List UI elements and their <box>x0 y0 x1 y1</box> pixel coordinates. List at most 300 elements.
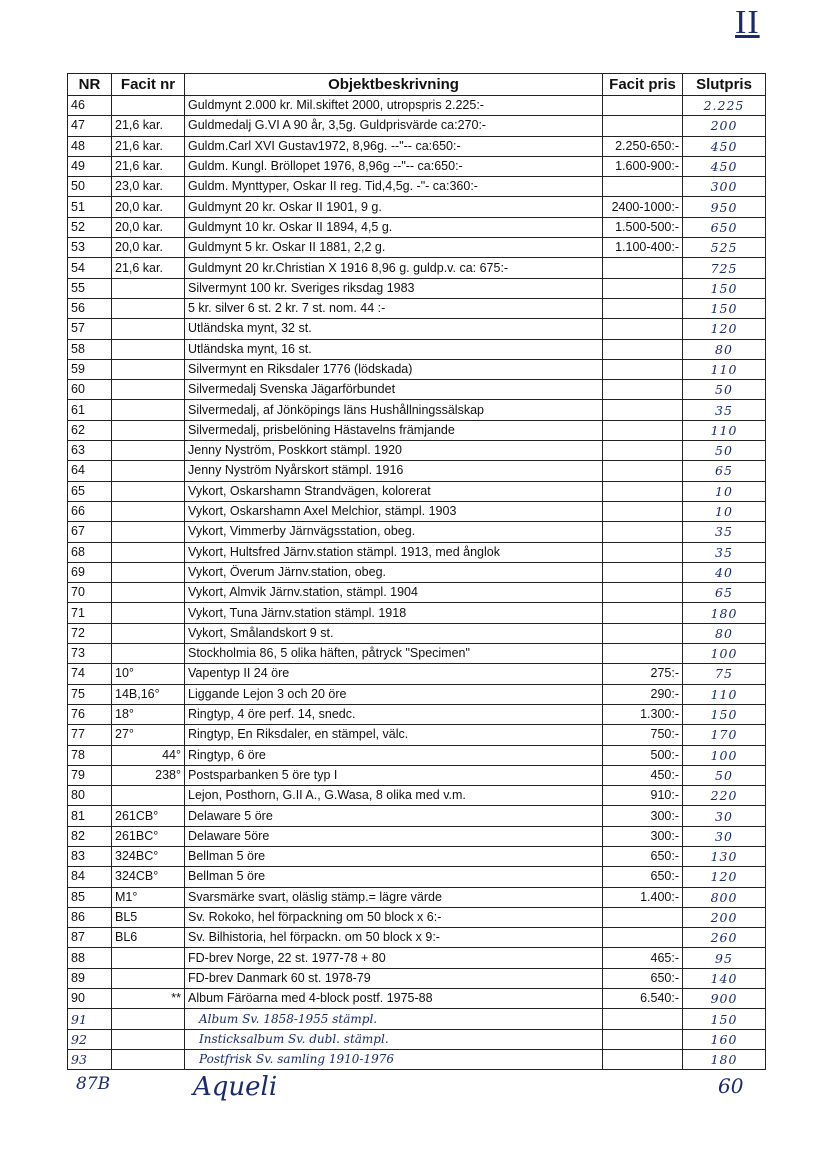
table-row <box>68 177 766 197</box>
table-row <box>68 745 766 765</box>
cell-facit-pris <box>603 1029 683 1049</box>
table-row <box>68 928 766 948</box>
cell-facit-pris <box>603 522 683 542</box>
cell-description: Insticksalbum Sv. dubl. stämpl. <box>185 1029 603 1049</box>
cell-description: Guldm.Carl XVI Gustav1972, 8,96g. --"-- ca:650:- <box>185 136 603 156</box>
table-row <box>68 786 766 806</box>
cell-facit-nr: M1° <box>112 887 185 907</box>
cell-facit-nr <box>112 1049 185 1069</box>
cell-facit-pris <box>603 177 683 197</box>
cell-facit-pris <box>603 583 683 603</box>
cell-facit-nr: ** <box>112 989 185 1009</box>
cell-nr: 89 <box>68 968 112 988</box>
cell-slutpris: 200 <box>683 907 766 927</box>
cell-slutpris: 10 <box>683 501 766 521</box>
cell-description: Vykort, Oskarshamn Strandvägen, kolorerat <box>185 481 603 501</box>
cell-facit-pris <box>603 359 683 379</box>
cell-description: Utländska mynt, 32 st. <box>185 319 603 339</box>
table-row <box>68 664 766 684</box>
cell-facit-nr <box>112 786 185 806</box>
table-row <box>68 704 766 724</box>
table-row <box>68 684 766 704</box>
cell-slutpris: 35 <box>683 400 766 420</box>
cell-facit-pris: 300:- <box>603 826 683 846</box>
cell-description: Jenny Nyström, Poskkort stämpl. 1920 <box>185 441 603 461</box>
cell-nr: 47 <box>68 116 112 136</box>
table-row <box>68 298 766 318</box>
cell-nr: 49 <box>68 156 112 176</box>
cell-description: Guldmynt 20 kr. Oskar II 1901, 9 g. <box>185 197 603 217</box>
cell-facit-pris: 750:- <box>603 725 683 745</box>
cell-facit-pris <box>603 380 683 400</box>
cell-slutpris: 65 <box>683 461 766 481</box>
cell-nr: 64 <box>68 461 112 481</box>
cell-slutpris: 950 <box>683 197 766 217</box>
table-row <box>68 867 766 887</box>
cell-slutpris: 130 <box>683 846 766 866</box>
table-row <box>68 623 766 643</box>
header-facit-pris: Facit pris <box>603 74 683 96</box>
cell-facit-nr <box>112 298 185 318</box>
table-row <box>68 197 766 217</box>
cell-slutpris: 50 <box>683 441 766 461</box>
cell-description: Guldm. Kungl. Bröllopet 1976, 8,96g --"-- ca:650:- <box>185 156 603 176</box>
table-row <box>68 481 766 501</box>
cell-slutpris: 170 <box>683 725 766 745</box>
cell-slutpris: 160 <box>683 1029 766 1049</box>
table-row <box>68 522 766 542</box>
table-row <box>68 989 766 1009</box>
cell-description: Sv. Rokoko, hel förpackning om 50 block x 6:- <box>185 907 603 927</box>
table-row <box>68 217 766 237</box>
cell-facit-pris: 1.300:- <box>603 704 683 724</box>
cell-description: Silvermedalj, af Jönköpings läns Hushållningssälskap <box>185 400 603 420</box>
cell-facit-nr <box>112 644 185 664</box>
header-row <box>68 74 766 96</box>
cell-facit-pris <box>603 278 683 298</box>
cell-nr: 76 <box>68 704 112 724</box>
cell-facit-nr: 21,6 kar. <box>112 258 185 278</box>
cell-facit-pris <box>603 116 683 136</box>
table-row <box>68 583 766 603</box>
table-row <box>68 1049 766 1069</box>
cell-nr: 88 <box>68 948 112 968</box>
cell-nr: 70 <box>68 583 112 603</box>
cell-nr: 72 <box>68 623 112 643</box>
table-row <box>68 907 766 927</box>
cell-facit-nr <box>112 96 185 116</box>
cell-facit-nr: 44° <box>112 745 185 765</box>
cell-facit-nr <box>112 542 185 562</box>
cell-nr: 82 <box>68 826 112 846</box>
cell-nr: 66 <box>68 501 112 521</box>
cell-nr: 51 <box>68 197 112 217</box>
cell-description: Silvermynt 100 kr. Sveriges riksdag 1983 <box>185 278 603 298</box>
cell-nr: 84 <box>68 867 112 887</box>
cell-slutpris: 450 <box>683 156 766 176</box>
cell-facit-nr <box>112 319 185 339</box>
table-row <box>68 96 766 116</box>
cell-slutpris: 10 <box>683 481 766 501</box>
cell-slutpris: 30 <box>683 806 766 826</box>
cell-slutpris: 525 <box>683 238 766 258</box>
cell-facit-pris: 1.600-900:- <box>603 156 683 176</box>
table-row <box>68 1029 766 1049</box>
cell-nr: 57 <box>68 319 112 339</box>
cell-facit-pris <box>603 298 683 318</box>
cell-facit-nr: 324CB° <box>112 867 185 887</box>
cell-nr: 79 <box>68 765 112 785</box>
cell-description: Jenny Nyström Nyårskort stämpl. 1916 <box>185 461 603 481</box>
cell-slutpris: 450 <box>683 136 766 156</box>
cell-facit-pris <box>603 400 683 420</box>
cell-facit-nr <box>112 603 185 623</box>
header-nr: NR <box>68 74 112 96</box>
cell-facit-nr <box>112 948 185 968</box>
cell-facit-nr <box>112 1029 185 1049</box>
cell-facit-nr: 20,0 kar. <box>112 238 185 258</box>
header-objektbeskrivning: Objektbeskrivning <box>185 74 603 96</box>
cell-description: Ringtyp, En Riksdaler, en stämpel, välc. <box>185 725 603 745</box>
table-row <box>68 420 766 440</box>
table-row <box>68 278 766 298</box>
cell-nr: 93 <box>68 1049 112 1069</box>
cell-description: Vykort, Almvik Järnv.station, stämpl. 1904 <box>185 583 603 603</box>
footer-note-center: Aqueli <box>193 1072 278 1102</box>
cell-nr: 85 <box>68 887 112 907</box>
cell-slutpris: 180 <box>683 1049 766 1069</box>
cell-slutpris: 200 <box>683 116 766 136</box>
cell-description: 5 kr. silver 6 st. 2 kr. 7 st. nom. 44 :- <box>185 298 603 318</box>
cell-facit-nr: 238° <box>112 765 185 785</box>
cell-description: Vykort, Vimmerby Järnvägsstation, obeg. <box>185 522 603 542</box>
cell-slutpris: 725 <box>683 258 766 278</box>
cell-slutpris: 80 <box>683 339 766 359</box>
cell-description: Silvermedalj Svenska Jägarförbundet <box>185 380 603 400</box>
cell-description: Postfrisk Sv. samling 1910-1976 <box>185 1049 603 1069</box>
cell-nr: 52 <box>68 217 112 237</box>
cell-facit-nr: 18° <box>112 704 185 724</box>
cell-facit-pris: 6.540:- <box>603 989 683 1009</box>
cell-nr: 61 <box>68 400 112 420</box>
cell-facit-pris <box>603 1049 683 1069</box>
cell-description: Guldmynt 2.000 kr. Mil.skiftet 2000, utropspris 2.225:- <box>185 96 603 116</box>
cell-facit-pris: 1.500-500:- <box>603 217 683 237</box>
cell-nr: 59 <box>68 359 112 379</box>
cell-facit-nr <box>112 359 185 379</box>
cell-slutpris: 110 <box>683 420 766 440</box>
table-row <box>68 441 766 461</box>
cell-nr: 62 <box>68 420 112 440</box>
cell-slutpris: 150 <box>683 298 766 318</box>
cell-facit-pris <box>603 928 683 948</box>
cell-nr: 63 <box>68 441 112 461</box>
cell-description: FD-brev Danmark 60 st. 1978-79 <box>185 968 603 988</box>
cell-slutpris: 800 <box>683 887 766 907</box>
cell-slutpris: 50 <box>683 380 766 400</box>
cell-facit-pris: 500:- <box>603 745 683 765</box>
cell-facit-pris: 650:- <box>603 968 683 988</box>
cell-facit-pris <box>603 644 683 664</box>
cell-facit-nr <box>112 278 185 298</box>
cell-facit-pris: 1.400:- <box>603 887 683 907</box>
cell-facit-pris <box>603 481 683 501</box>
cell-slutpris: 65 <box>683 583 766 603</box>
cell-facit-pris <box>603 258 683 278</box>
cell-slutpris: 120 <box>683 319 766 339</box>
cell-facit-nr <box>112 339 185 359</box>
table-row <box>68 501 766 521</box>
table-row <box>68 542 766 562</box>
cell-slutpris: 30 <box>683 826 766 846</box>
cell-facit-nr: 21,6 kar. <box>112 136 185 156</box>
cell-facit-nr: 20,0 kar. <box>112 217 185 237</box>
cell-nr: 91 <box>68 1009 112 1029</box>
cell-facit-nr: 23,0 kar. <box>112 177 185 197</box>
table-row <box>68 319 766 339</box>
cell-description: Utländska mynt, 16 st. <box>185 339 603 359</box>
cell-facit-pris: 2.250-650:- <box>603 136 683 156</box>
cell-slutpris: 140 <box>683 968 766 988</box>
cell-slutpris: 220 <box>683 786 766 806</box>
cell-description: Stockholmia 86, 5 olika häften, påtryck "Specimen" <box>185 644 603 664</box>
table-row <box>68 116 766 136</box>
cell-slutpris: 300 <box>683 177 766 197</box>
table-row <box>68 400 766 420</box>
cell-nr: 78 <box>68 745 112 765</box>
cell-facit-nr <box>112 380 185 400</box>
cell-slutpris: 95 <box>683 948 766 968</box>
cell-nr: 54 <box>68 258 112 278</box>
table-row <box>68 1009 766 1029</box>
footer-note-left: 87B <box>76 1074 111 1094</box>
cell-facit-pris <box>603 441 683 461</box>
cell-nr: 65 <box>68 481 112 501</box>
cell-facit-nr: 261CB° <box>112 806 185 826</box>
cell-nr: 69 <box>68 562 112 582</box>
footer-note-right: 60 <box>718 1074 744 1098</box>
cell-nr: 53 <box>68 238 112 258</box>
cell-nr: 58 <box>68 339 112 359</box>
cell-facit-pris: 300:- <box>603 806 683 826</box>
cell-description: Bellman 5 öre <box>185 846 603 866</box>
table-row <box>68 461 766 481</box>
cell-description: Liggande Lejon 3 och 20 öre <box>185 684 603 704</box>
cell-facit-pris <box>603 1009 683 1029</box>
cell-description: Vapentyp II 24 öre <box>185 664 603 684</box>
cell-facit-nr <box>112 481 185 501</box>
cell-nr: 87 <box>68 928 112 948</box>
cell-slutpris: 80 <box>683 623 766 643</box>
cell-nr: 50 <box>68 177 112 197</box>
table-row <box>68 806 766 826</box>
cell-facit-nr <box>112 522 185 542</box>
cell-facit-pris: 465:- <box>603 948 683 968</box>
cell-slutpris: 50 <box>683 765 766 785</box>
cell-slutpris: 35 <box>683 522 766 542</box>
cell-description: Svarsmärke svart, oläslig stämp.= lägre värde <box>185 887 603 907</box>
cell-slutpris: 260 <box>683 928 766 948</box>
cell-description: Guldm. Mynttyper, Oskar II reg. Tid,4,5g. -"- ca:360:- <box>185 177 603 197</box>
cell-facit-pris: 290:- <box>603 684 683 704</box>
cell-slutpris: 110 <box>683 684 766 704</box>
cell-slutpris: 150 <box>683 278 766 298</box>
cell-description: Silvermynt en Riksdaler 1776 (lödskada) <box>185 359 603 379</box>
cell-description: Ringtyp, 6 öre <box>185 745 603 765</box>
cell-facit-pris <box>603 96 683 116</box>
cell-nr: 73 <box>68 644 112 664</box>
cell-facit-nr: 21,6 kar. <box>112 156 185 176</box>
cell-description: Guldmedalj G.VI A 90 år, 3,5g. Guldprisvärde ca:270:- <box>185 116 603 136</box>
cell-facit-nr <box>112 501 185 521</box>
cell-nr: 56 <box>68 298 112 318</box>
cell-nr: 92 <box>68 1029 112 1049</box>
cell-facit-pris: 650:- <box>603 846 683 866</box>
cell-slutpris: 110 <box>683 359 766 379</box>
cell-slutpris: 180 <box>683 603 766 623</box>
cell-nr: 75 <box>68 684 112 704</box>
table-body <box>68 96 766 1070</box>
cell-facit-nr: 20,0 kar. <box>112 197 185 217</box>
cell-description: Silvermedalj, prisbelöning Hästavelns främjande <box>185 420 603 440</box>
table-row <box>68 603 766 623</box>
cell-nr: 60 <box>68 380 112 400</box>
table-row <box>68 725 766 745</box>
cell-facit-pris <box>603 461 683 481</box>
cell-facit-nr: 324BC° <box>112 846 185 866</box>
cell-facit-nr <box>112 623 185 643</box>
cell-facit-pris: 2400-1000:- <box>603 197 683 217</box>
cell-nr: 48 <box>68 136 112 156</box>
cell-facit-pris <box>603 562 683 582</box>
table-row <box>68 380 766 400</box>
cell-slutpris: 75 <box>683 664 766 684</box>
cell-description: Bellman 5 öre <box>185 867 603 887</box>
cell-slutpris: 900 <box>683 989 766 1009</box>
cell-facit-nr: 10° <box>112 664 185 684</box>
table-row <box>68 968 766 988</box>
cell-slutpris: 35 <box>683 542 766 562</box>
cell-facit-pris: 1.100-400:- <box>603 238 683 258</box>
cell-description: Album Färöarna med 4-block postf. 1975-88 <box>185 989 603 1009</box>
cell-nr: 46 <box>68 96 112 116</box>
cell-nr: 77 <box>68 725 112 745</box>
cell-facit-nr <box>112 441 185 461</box>
cell-facit-nr <box>112 562 185 582</box>
cell-facit-nr: 21,6 kar. <box>112 116 185 136</box>
table-row <box>68 948 766 968</box>
cell-description: Vykort, Hultsfred Järnv.station stämpl. 1913, med ånglok <box>185 542 603 562</box>
table-row <box>68 136 766 156</box>
cell-facit-pris <box>603 542 683 562</box>
cell-nr: 90 <box>68 989 112 1009</box>
cell-nr: 86 <box>68 907 112 927</box>
cell-description: Ringtyp, 4 öre perf. 14, snedc. <box>185 704 603 724</box>
cell-slutpris: 100 <box>683 745 766 765</box>
cell-facit-pris: 650:- <box>603 867 683 887</box>
cell-facit-nr <box>112 1009 185 1029</box>
cell-description: Album Sv. 1858-1955 stämpl. <box>185 1009 603 1029</box>
table-row <box>68 258 766 278</box>
header-facit-nr: Facit nr <box>112 74 185 96</box>
cell-facit-nr <box>112 420 185 440</box>
cell-facit-nr <box>112 968 185 988</box>
cell-facit-pris <box>603 907 683 927</box>
cell-slutpris: 120 <box>683 867 766 887</box>
cell-nr: 55 <box>68 278 112 298</box>
page-number-mark: II <box>735 4 760 41</box>
cell-description: Guldmynt 10 kr. Oskar II 1894, 4,5 g. <box>185 217 603 237</box>
cell-slutpris: 2.225 <box>683 96 766 116</box>
cell-facit-pris <box>603 319 683 339</box>
cell-facit-pris: 910:- <box>603 786 683 806</box>
cell-slutpris: 100 <box>683 644 766 664</box>
cell-description: Guldmynt 5 kr. Oskar II 1881, 2,2 g. <box>185 238 603 258</box>
table-row <box>68 887 766 907</box>
cell-facit-nr: BL6 <box>112 928 185 948</box>
cell-slutpris: 650 <box>683 217 766 237</box>
cell-description: Vykort, Smålandskort 9 st. <box>185 623 603 643</box>
cell-facit-pris: 275:- <box>603 664 683 684</box>
cell-facit-nr: 14B,16° <box>112 684 185 704</box>
cell-description: Delaware 5öre <box>185 826 603 846</box>
cell-facit-pris: 450:- <box>603 765 683 785</box>
cell-facit-nr <box>112 461 185 481</box>
table-row <box>68 846 766 866</box>
table-row <box>68 359 766 379</box>
cell-description: FD-brev Norge, 22 st. 1977-78 + 80 <box>185 948 603 968</box>
table-row <box>68 238 766 258</box>
cell-facit-pris <box>603 501 683 521</box>
cell-slutpris: 150 <box>683 704 766 724</box>
cell-nr: 68 <box>68 542 112 562</box>
cell-facit-pris <box>603 623 683 643</box>
cell-nr: 71 <box>68 603 112 623</box>
cell-slutpris: 40 <box>683 562 766 582</box>
cell-nr: 81 <box>68 806 112 826</box>
cell-facit-nr: 261BC° <box>112 826 185 846</box>
cell-facit-nr <box>112 583 185 603</box>
cell-description: Postsparbanken 5 öre typ I <box>185 765 603 785</box>
cell-slutpris: 150 <box>683 1009 766 1029</box>
cell-description: Guldmynt 20 kr.Christian X 1916 8,96 g. guldp.v. ca: 675:- <box>185 258 603 278</box>
cell-nr: 80 <box>68 786 112 806</box>
table-row <box>68 156 766 176</box>
auction-table <box>67 73 766 1070</box>
table-row <box>68 765 766 785</box>
cell-description: Lejon, Posthorn, G.II A., G.Wasa, 8 olika med v.m. <box>185 786 603 806</box>
cell-facit-pris <box>603 603 683 623</box>
table-row <box>68 644 766 664</box>
cell-nr: 83 <box>68 846 112 866</box>
cell-facit-nr: 27° <box>112 725 185 745</box>
cell-facit-pris <box>603 420 683 440</box>
header-slutpris: Slutpris <box>683 74 766 96</box>
cell-facit-nr <box>112 400 185 420</box>
cell-description: Vykort, Tuna Järnv.station stämpl. 1918 <box>185 603 603 623</box>
cell-nr: 74 <box>68 664 112 684</box>
cell-description: Vykort, Oskarshamn Axel Melchior, stämpl. 1903 <box>185 501 603 521</box>
cell-facit-pris <box>603 339 683 359</box>
table-row <box>68 562 766 582</box>
table-row <box>68 826 766 846</box>
cell-facit-nr: BL5 <box>112 907 185 927</box>
cell-description: Delaware 5 öre <box>185 806 603 826</box>
table-row <box>68 339 766 359</box>
cell-nr: 67 <box>68 522 112 542</box>
cell-description: Sv. Bilhistoria, hel förpackn. om 50 block x 9:- <box>185 928 603 948</box>
cell-description: Vykort, Överum Järnv.station, obeg. <box>185 562 603 582</box>
